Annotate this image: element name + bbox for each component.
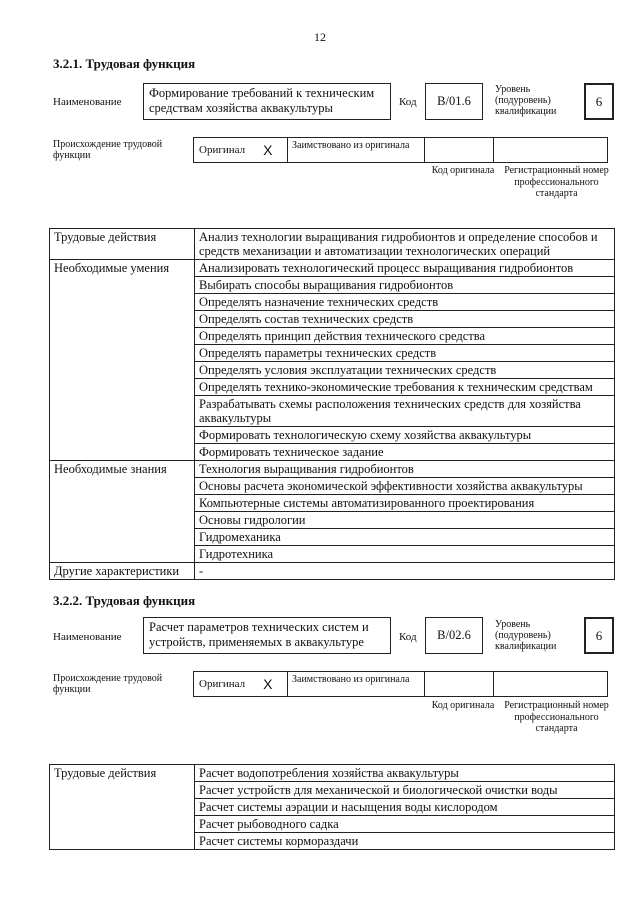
table-row bbox=[50, 260, 615, 277]
code-original-cell bbox=[424, 671, 494, 697]
row-category-label: Необходимые знания bbox=[50, 461, 195, 563]
reg-number-cell bbox=[493, 671, 608, 697]
reg-number-cell bbox=[493, 137, 608, 163]
code-original-cell bbox=[424, 137, 494, 163]
section-title: 3.2.2. Трудовая функция bbox=[53, 593, 196, 608]
row-item-text: Формировать техническое задание bbox=[195, 444, 615, 461]
origin-label: Происхождение трудовой функции bbox=[53, 139, 163, 161]
origin-row bbox=[194, 137, 608, 163]
level-value-box: 6 bbox=[584, 83, 614, 120]
row-category-label: Другие характеристики bbox=[50, 563, 195, 580]
row-category-label: Необходимые умения bbox=[50, 260, 195, 461]
row-item-text: Расчет устройств для механической и биологической очистки воды bbox=[195, 782, 615, 799]
row-item-text: Расчет рыбоводного садка bbox=[195, 816, 615, 833]
section-title: 3.2.1. Трудовая функция bbox=[53, 56, 196, 71]
row-item-text: Разрабатывать схемы расположения технических средств для хозяйства аквакультуры bbox=[195, 396, 615, 427]
code-original-caption: Код оригинала bbox=[431, 165, 495, 176]
table-row bbox=[50, 765, 615, 782]
row-item-text: Определять принцип действия технического средства bbox=[195, 328, 615, 345]
row-item-text: Анализ технологии выращивания гидробионтов и определение способов и средств механизации и автоматизации технологических операций bbox=[195, 229, 615, 260]
level-label: Уровень (подуровень) квалификации bbox=[495, 84, 557, 117]
row-item-text: Основы гидрологии bbox=[195, 512, 615, 529]
original-label: Оригинал bbox=[199, 144, 246, 156]
original-cell bbox=[193, 137, 288, 163]
code-original-caption: Код оригинала bbox=[431, 700, 495, 711]
row-item-text: Компьютерные системы автоматизированного проектирования bbox=[195, 495, 615, 512]
borrowed-cell: Заимствовано из оригинала bbox=[287, 671, 425, 697]
function-name-box: Расчет параметров технических систем и устройств, применяемых в аквакультуре bbox=[143, 617, 391, 654]
row-item-text: Расчет системы аэрации и насыщения воды кислородом bbox=[195, 799, 615, 816]
level-label: Уровень (подуровень) квалификации bbox=[495, 619, 557, 652]
row-item-text: Определять назначение технических средств bbox=[195, 294, 615, 311]
row-item-text: Определять состав технических средств bbox=[195, 311, 615, 328]
original-label: Оригинал bbox=[199, 678, 246, 690]
origin-row bbox=[194, 671, 608, 697]
level-value-box: 6 bbox=[584, 617, 614, 654]
table-row bbox=[50, 563, 615, 580]
row-item-text: Расчет водопотребления хозяйства аквакультуры bbox=[195, 765, 615, 782]
page-number: 12 bbox=[314, 30, 326, 44]
row-category-label: Трудовые действия bbox=[50, 765, 195, 850]
row-item-text: Формировать технологическую схему хозяйства аквакультуры bbox=[195, 427, 615, 444]
row-item-text: Гидромеханика bbox=[195, 529, 615, 546]
row-item-text: Определять технико-экономические требования к техническим средствам bbox=[195, 379, 615, 396]
row-item-text: Основы расчета экономической эффективности хозяйства аквакультуры bbox=[195, 478, 615, 495]
row-item-text: Гидротехника bbox=[195, 546, 615, 563]
name-label: Наименование bbox=[53, 96, 122, 108]
code-value-box: B/01.6 bbox=[425, 83, 483, 120]
function-table bbox=[49, 764, 615, 850]
row-item-text: - bbox=[195, 563, 615, 580]
original-mark: X bbox=[263, 676, 273, 692]
row-item-text: Технология выращивания гидробионтов bbox=[195, 461, 615, 478]
row-category-label: Трудовые действия bbox=[50, 229, 195, 260]
row-item-text: Анализировать технологический процесс выращивания гидробионтов bbox=[195, 260, 615, 277]
row-item-text: Определять условия эксплуатации технических средств bbox=[195, 362, 615, 379]
borrowed-cell: Заимствовано из оригинала bbox=[287, 137, 425, 163]
reg-number-caption: Регистрационный номер профессионального стандарта bbox=[504, 165, 609, 199]
code-label: Код bbox=[399, 631, 417, 643]
function-table bbox=[49, 228, 615, 580]
original-mark: X bbox=[263, 142, 273, 158]
name-label: Наименование bbox=[53, 631, 122, 643]
origin-label: Происхождение трудовой функции bbox=[53, 673, 163, 695]
function-name-box: Формирование требований к техническим средствам хозяйства аквакультуры bbox=[143, 83, 391, 120]
code-value-box: B/02.6 bbox=[425, 617, 483, 654]
row-item-text: Расчет системы кормораздачи bbox=[195, 833, 615, 850]
table-row bbox=[50, 461, 615, 478]
table-row bbox=[50, 229, 615, 260]
row-item-text: Выбирать способы выращивания гидробионтов bbox=[195, 277, 615, 294]
code-label: Код bbox=[399, 96, 417, 108]
original-cell bbox=[193, 671, 288, 697]
reg-number-caption: Регистрационный номер профессионального стандарта bbox=[504, 700, 609, 734]
row-item-text: Определять параметры технических средств bbox=[195, 345, 615, 362]
